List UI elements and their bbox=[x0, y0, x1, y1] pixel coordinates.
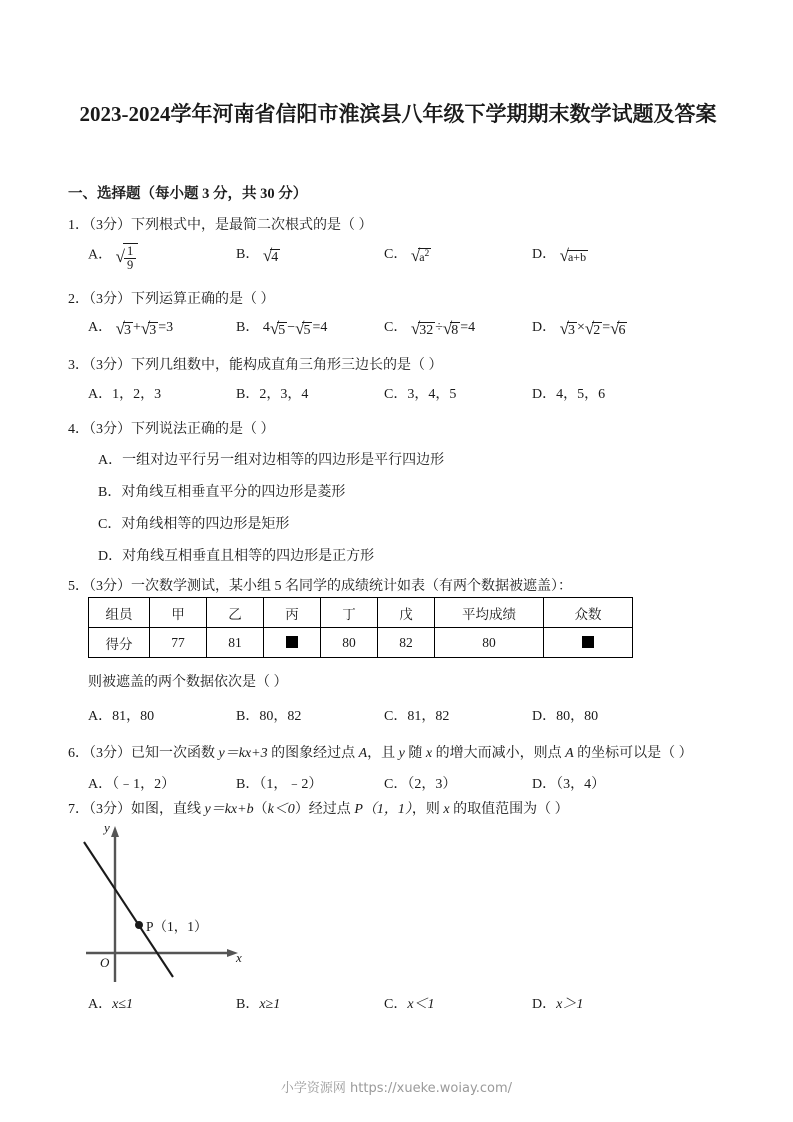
q7-part-3: ）经过点 bbox=[294, 802, 355, 817]
option-5-B-label: B． bbox=[236, 709, 260, 724]
x-axis-label: x bbox=[236, 950, 242, 965]
option-3-D[interactable] bbox=[532, 383, 605, 403]
q7-point: P（1，1） bbox=[354, 802, 412, 817]
question-4-stem: 4．（3分）下列说法正确的是（ ） bbox=[68, 422, 275, 437]
option-7-D-label: D． bbox=[532, 997, 557, 1012]
option-1-B[interactable] bbox=[236, 243, 280, 266]
q7-condition: k＜0 bbox=[267, 802, 295, 817]
table-cell-score-bing-masked bbox=[264, 628, 321, 658]
option-5-B[interactable] bbox=[236, 705, 301, 725]
option-5-C[interactable] bbox=[384, 705, 449, 725]
table-header-row bbox=[89, 598, 633, 628]
question-4-statement-A[interactable]: A．一组对边平行另一组对边相等的四边形是平行四边形 bbox=[98, 453, 445, 468]
option-6-B-text: （1，﹣2） bbox=[259, 777, 323, 792]
q6-part-1: 6．（3分）已知一次函数 bbox=[68, 746, 219, 761]
option-3-D-label: D． bbox=[532, 387, 557, 402]
q6-var-A: A bbox=[358, 746, 368, 761]
option-7-C-label: C． bbox=[384, 997, 408, 1012]
q6-var-y: y bbox=[398, 746, 405, 761]
option-2-D-label: D． bbox=[532, 320, 557, 335]
linear-function-line bbox=[84, 842, 173, 977]
option-5-C-text: 81，82 bbox=[407, 709, 450, 724]
option-2-B[interactable]: B． 4√5 −√5 =4 bbox=[236, 319, 328, 339]
question-1-stem: 1．（3分）下列根式中，是最简二次根式的是（ ） bbox=[68, 218, 373, 233]
q7-part-2: （ bbox=[253, 802, 268, 817]
option-6-B-label: B． bbox=[236, 777, 260, 792]
table-cell-score-jia: 77 bbox=[150, 628, 207, 658]
question-6-stem bbox=[68, 744, 740, 764]
option-1-D-label: D． bbox=[532, 247, 557, 262]
table-cell-score-yi: 81 bbox=[207, 628, 264, 658]
point-P-label: P（1，1） bbox=[146, 919, 208, 934]
question-7-figure bbox=[78, 822, 278, 982]
q7-part-4: ，则 bbox=[411, 802, 444, 817]
option-5-A-label: A． bbox=[88, 709, 113, 724]
option-7-B-text: x≥1 bbox=[259, 997, 281, 1012]
option-6-B[interactable] bbox=[236, 773, 322, 793]
table-cell-mode-masked bbox=[544, 628, 633, 658]
option-5-D-label: D． bbox=[532, 709, 557, 724]
table-header-cell: 丙 bbox=[264, 598, 321, 628]
q7-part-1: 7．（3分）如图，直线 bbox=[68, 802, 205, 817]
option-3-B[interactable] bbox=[236, 383, 308, 403]
table-header-cell: 组员 bbox=[89, 598, 150, 628]
score-table bbox=[88, 597, 633, 658]
question-3-stem: 3．（3分）下列几组数中，能构成直角三角形三边长的是（ ） bbox=[68, 358, 443, 373]
option-3-B-label: B． bbox=[236, 387, 260, 402]
option-3-A-label: A． bbox=[88, 387, 113, 402]
question-5-options bbox=[88, 705, 738, 727]
option-6-A-text: （﹣1，2） bbox=[112, 777, 176, 792]
option-3-C[interactable] bbox=[384, 383, 456, 403]
y-axis-label: y bbox=[104, 820, 110, 835]
page-title: 2023-2024学年河南省信阳市淮滨县八年级下学期期末数学试题及答案 bbox=[79, 102, 717, 126]
option-7-D-text: x＞1 bbox=[556, 997, 584, 1012]
q6-part-2: 的图象经过点 bbox=[267, 746, 359, 761]
option-3-A[interactable] bbox=[88, 383, 161, 403]
option-7-A-label: A． bbox=[88, 997, 113, 1012]
question-7-options bbox=[88, 993, 738, 1015]
question-4-statement-C[interactable]: C．对角线相等的四边形是矩形 bbox=[98, 517, 290, 532]
question-4-statement-B[interactable]: B．对角线互相垂直平分的四边形是菱形 bbox=[98, 485, 346, 500]
option-1-B-label: B． bbox=[236, 247, 260, 262]
option-5-A-text: 81，80 bbox=[112, 709, 155, 724]
option-1-C[interactable] bbox=[384, 243, 431, 266]
option-2-A-label: A． bbox=[88, 320, 113, 335]
option-2-C-label: C． bbox=[384, 320, 408, 335]
question-3-options bbox=[88, 383, 738, 405]
point-P-marker bbox=[135, 921, 143, 929]
radical-a-plus-b: √a+b bbox=[559, 246, 587, 266]
option-6-D[interactable] bbox=[532, 773, 605, 793]
radical-one-ninth: √ $\frac{1}{9}$ bbox=[116, 243, 139, 271]
option-5-D[interactable] bbox=[532, 705, 598, 725]
question-1-options bbox=[88, 243, 738, 277]
option-5-B-text: 80，82 bbox=[259, 709, 302, 724]
radical-four: √4 bbox=[262, 246, 279, 266]
question-5-stem: 5．（3分）一次数学测试，某小组 5 名同学的成绩统计如表（有两个数据被遮盖）： bbox=[68, 579, 572, 594]
option-6-D-label: D． bbox=[532, 777, 557, 792]
footer-watermark: 小学资源网 https://xueke.woiay.com/ bbox=[280, 1081, 513, 1096]
table-header-cell: 众数 bbox=[544, 598, 633, 628]
section-header: 一、选择题（每小题 3 分，共 30 分） bbox=[68, 186, 308, 202]
question-2-options bbox=[88, 316, 738, 338]
option-6-D-text: （3，4） bbox=[556, 777, 606, 792]
masked-block-icon bbox=[582, 636, 594, 648]
option-3-C-text: 3，4，5 bbox=[407, 387, 457, 402]
question-4-statement-D[interactable]: D．对角线互相垂直且相等的四边形是正方形 bbox=[98, 549, 375, 564]
origin-label: O bbox=[100, 955, 110, 970]
radical-a-squared: $√a^2$ bbox=[410, 246, 430, 266]
question-6-options bbox=[88, 773, 738, 795]
q6-part-5: 的增大而减小，则点 bbox=[432, 746, 566, 761]
table-header-cell: 乙 bbox=[207, 598, 264, 628]
y-axis-arrow bbox=[111, 826, 119, 837]
table-header-cell: 甲 bbox=[150, 598, 207, 628]
option-6-C-label: C． bbox=[384, 777, 408, 792]
q7-var-x: x bbox=[443, 802, 450, 817]
option-6-C-text: （2，3） bbox=[407, 777, 457, 792]
option-6-A-label: A． bbox=[88, 777, 113, 792]
option-2-B-label: B． bbox=[236, 320, 260, 335]
q6-equation: y＝kx+3 bbox=[218, 746, 268, 761]
option-6-C[interactable] bbox=[384, 773, 456, 793]
question-7-stem bbox=[68, 800, 740, 820]
option-2-D[interactable]: D． √3 ×√2 =√6 bbox=[532, 319, 626, 339]
option-3-A-text: 1，2，3 bbox=[112, 387, 162, 402]
q7-equation: y＝kx+b bbox=[204, 802, 254, 817]
table-header-cell: 戊 bbox=[378, 598, 435, 628]
option-5-C-label: C． bbox=[384, 709, 408, 724]
table-cell-score-ding: 80 bbox=[321, 628, 378, 658]
option-7-C[interactable] bbox=[384, 993, 435, 1013]
table-cell-average: 80 bbox=[435, 628, 544, 658]
option-5-A[interactable] bbox=[88, 705, 154, 725]
option-3-B-text: 2，3，4 bbox=[259, 387, 309, 402]
question-2-stem: 2．（3分）下列运算正确的是（ ） bbox=[68, 292, 275, 307]
table-row bbox=[89, 628, 633, 658]
q6-part-6: 的坐标可以是（ ） bbox=[573, 746, 693, 761]
option-2-A[interactable]: A． √3 +√3 =3 bbox=[88, 319, 174, 339]
option-1-A[interactable] bbox=[88, 243, 138, 271]
option-7-B[interactable] bbox=[236, 993, 280, 1013]
option-7-D[interactable] bbox=[532, 993, 583, 1013]
option-7-A[interactable] bbox=[88, 993, 133, 1013]
option-5-D-text: 80，80 bbox=[556, 709, 599, 724]
q6-var-x: x bbox=[425, 746, 433, 761]
option-3-C-label: C． bbox=[384, 387, 408, 402]
option-7-B-label: B． bbox=[236, 997, 260, 1012]
question-5-followup: 则被遮盖的两个数据依次是（ ） bbox=[88, 675, 288, 690]
option-7-C-text: x＜1 bbox=[407, 997, 435, 1012]
option-2-C[interactable]: C． √32 ÷√8 =4 bbox=[384, 319, 476, 339]
option-1-C-label: C． bbox=[384, 247, 408, 262]
option-1-A-label: A． bbox=[88, 247, 113, 263]
table-cell-score-wu: 82 bbox=[378, 628, 435, 658]
q6-part-4: 随 bbox=[404, 746, 426, 761]
option-7-A-text: x≤1 bbox=[112, 997, 134, 1012]
option-1-D[interactable] bbox=[532, 243, 588, 266]
masked-block-icon bbox=[286, 636, 298, 648]
option-3-D-text: 4，5，6 bbox=[556, 387, 606, 402]
table-header-cell: 丁 bbox=[321, 598, 378, 628]
option-6-A[interactable] bbox=[88, 773, 175, 793]
table-header-cell: 平均成绩 bbox=[435, 598, 544, 628]
q7-part-5: 的取值范围为（ ） bbox=[449, 802, 569, 817]
q6-var-A2: A bbox=[565, 746, 574, 761]
q6-part-3: ，且 bbox=[367, 746, 399, 761]
table-cell-label: 得分 bbox=[89, 628, 150, 658]
